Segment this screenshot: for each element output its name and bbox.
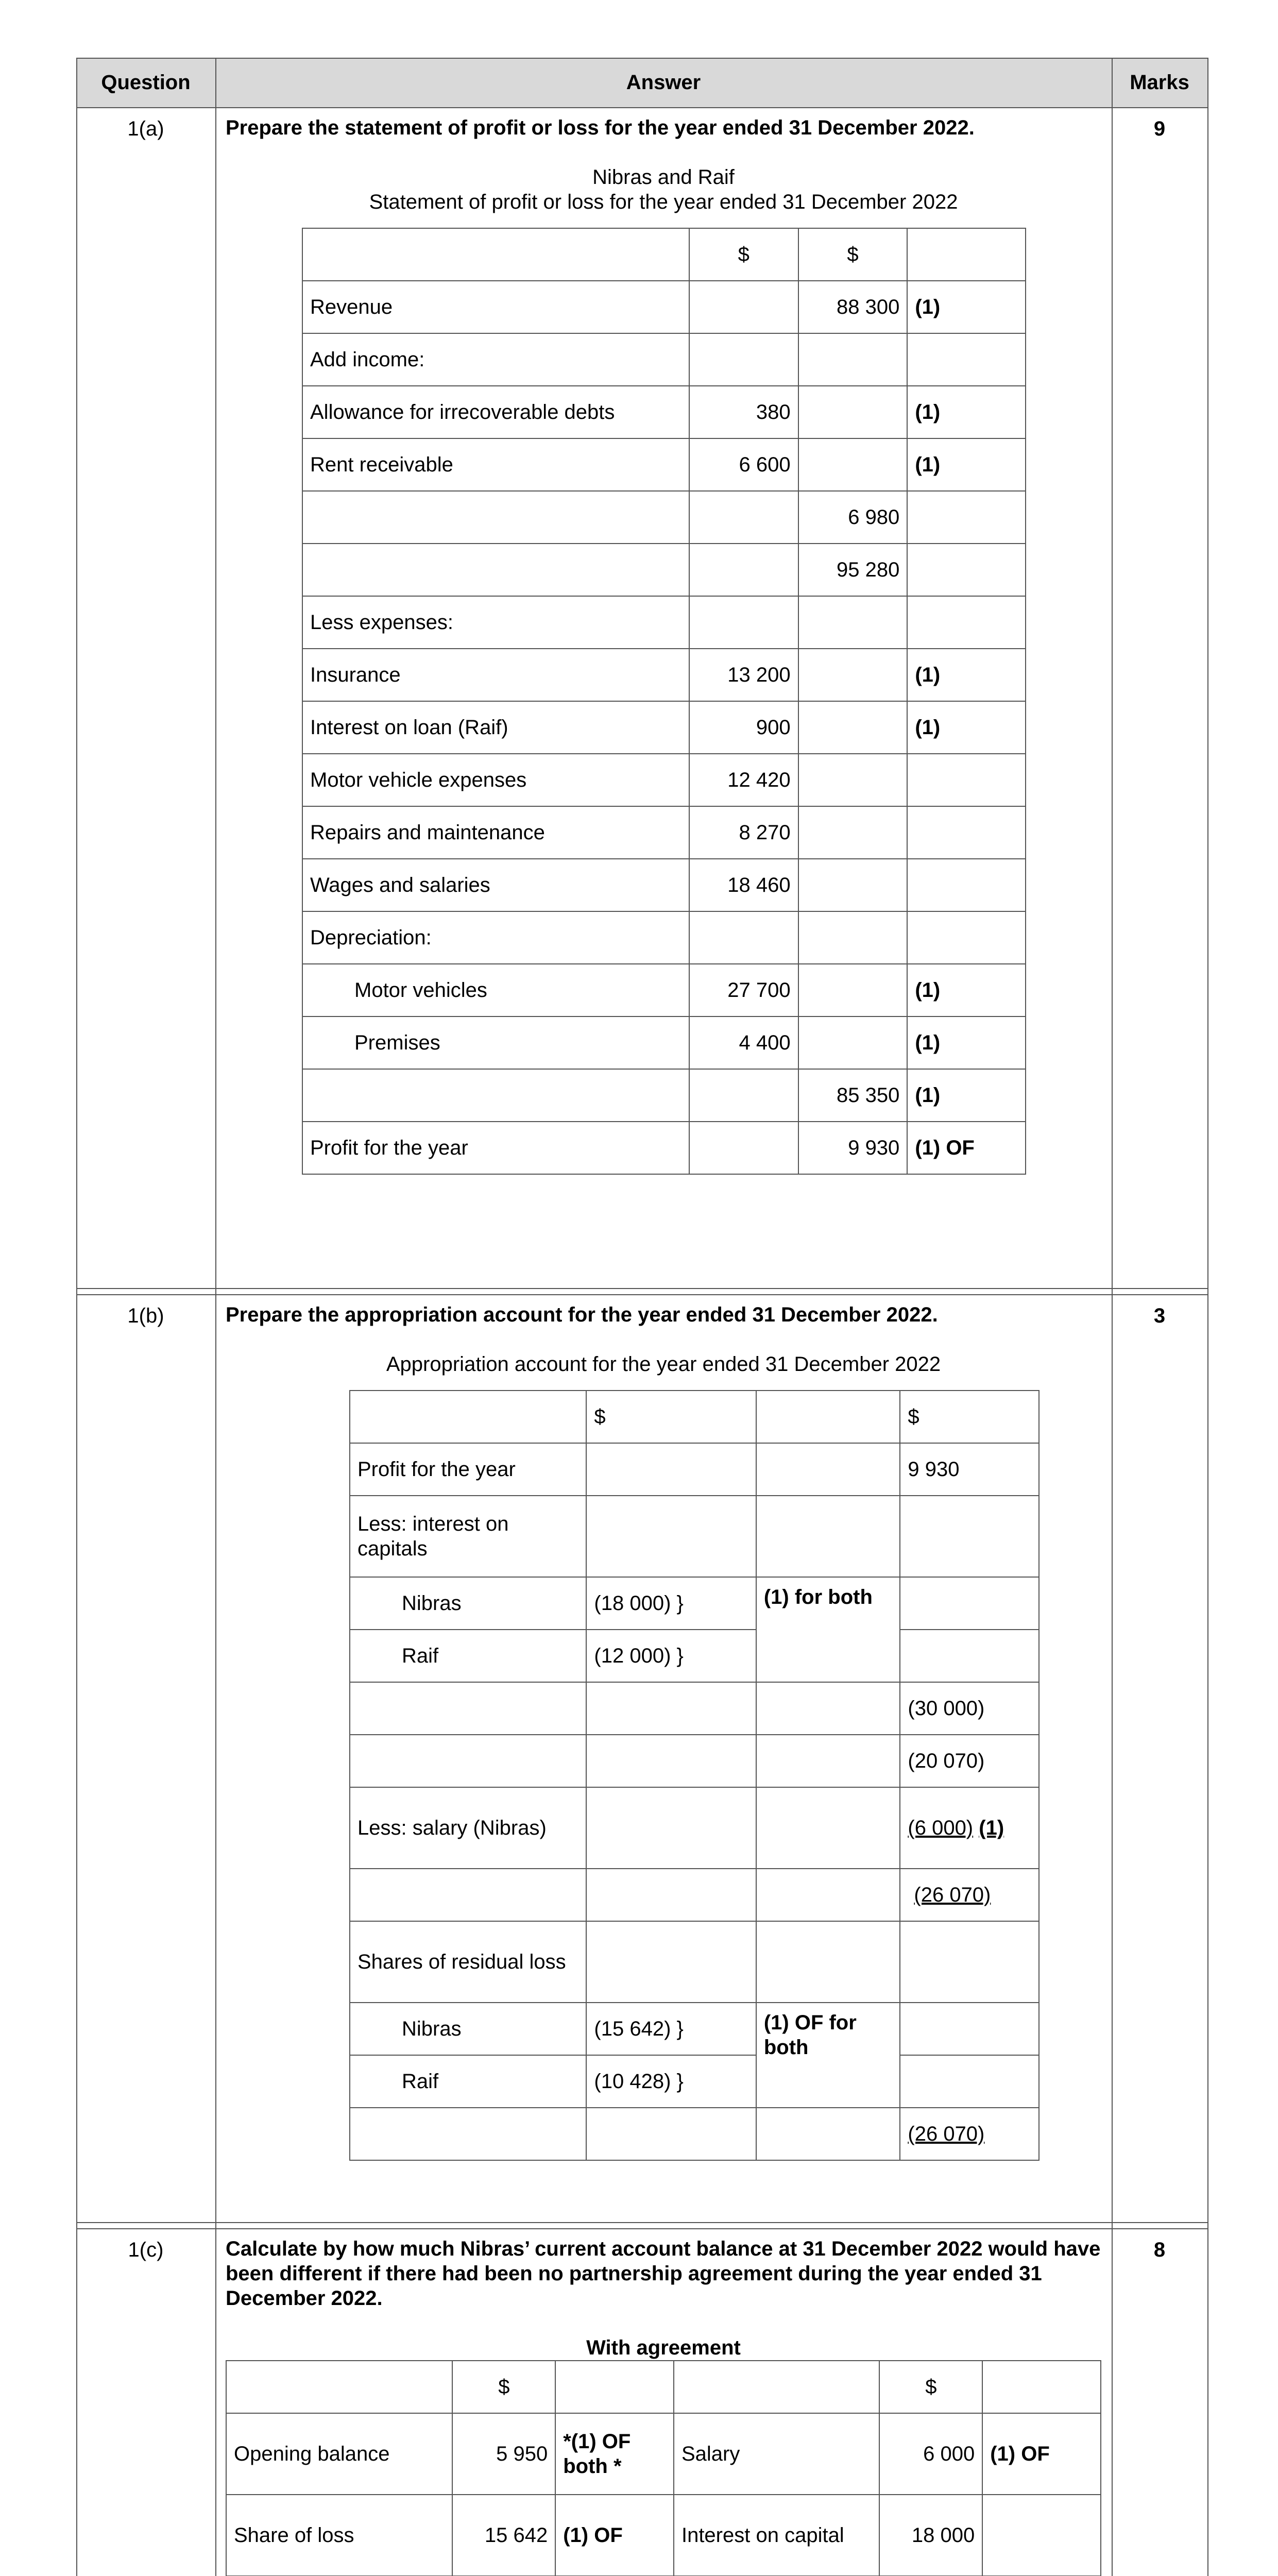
row-label: Less: interest on capitals	[350, 1496, 586, 1577]
row-value	[798, 911, 908, 964]
row-value: 13 200	[689, 649, 798, 701]
column-header: $	[798, 228, 908, 281]
row-label: Interest on loan (Raif)	[302, 701, 689, 754]
row-value: (12 000) }	[586, 1630, 756, 1682]
row-label: Nibras	[350, 1577, 586, 1630]
row-value: (15 642) }	[586, 2003, 756, 2055]
table-row	[302, 281, 1026, 333]
table-row	[350, 1443, 1039, 1496]
row-value	[689, 544, 798, 596]
column-header: $	[452, 2361, 555, 2413]
divider	[76, 107, 1207, 108]
question-prompt: Prepare the appropriation account for the year ended 31 December 2022.	[226, 1303, 938, 1326]
row-value	[798, 438, 908, 491]
row-mark: (1)	[979, 1817, 1004, 1839]
divider	[215, 58, 216, 2576]
question-1b-answer	[226, 1302, 1101, 2161]
question-number: 1(a)	[127, 117, 164, 140]
row-value: (10 428) }	[586, 2055, 756, 2108]
row-value	[689, 911, 798, 964]
row-mark	[907, 333, 1026, 386]
row-value	[798, 754, 908, 806]
appropriation-table	[349, 1390, 1040, 2161]
question-number: 1(c)	[128, 2239, 164, 2261]
row-mark: (1)	[907, 649, 1026, 701]
row-mark	[907, 859, 1026, 911]
table-row	[350, 1630, 1039, 1682]
table-row	[350, 1577, 1039, 1630]
row-label: Rent receivable	[302, 438, 689, 491]
row-mark	[907, 596, 1026, 649]
column-header: $	[900, 1391, 1039, 1443]
table-row	[226, 2413, 1101, 2495]
statement-subtitle: Statement of profit or loss for the year ended 31 December 2022	[369, 191, 958, 213]
table-row	[302, 228, 1026, 281]
table-row	[302, 438, 1026, 491]
table-row	[350, 1682, 1039, 1735]
row-mark: (1) OF	[907, 1122, 1026, 1174]
table-row	[302, 859, 1026, 911]
row-label: Motor vehicle expenses	[302, 754, 689, 806]
table-row	[302, 1122, 1026, 1174]
table-row	[302, 806, 1026, 859]
row-value: 85 350	[798, 1069, 908, 1122]
row-value: 88 300	[798, 281, 908, 333]
question-prompt: Calculate by how much Nibras’ current account balance at 31 December 2022 would have been different if there had been no partnership agreement during the year ended 31 December 2022.	[226, 2238, 1101, 2310]
row-mark: (1) for both	[756, 1577, 900, 1682]
row-label: Salary	[674, 2413, 879, 2495]
column-header: $	[879, 2361, 982, 2413]
row-label: Motor vehicles	[302, 964, 689, 1016]
profit-loss-table	[302, 228, 1026, 1175]
row-value: 4 400	[689, 1016, 798, 1069]
row-label: Repairs and maintenance	[302, 806, 689, 859]
appropriation-title: Appropriation account for the year ended 31 December 2022	[386, 1353, 941, 1376]
row-mark	[907, 491, 1026, 544]
table-row	[302, 1069, 1026, 1122]
table-row	[302, 1016, 1026, 1069]
statement-title: Nibras and Raif	[592, 166, 735, 189]
row-label	[302, 491, 689, 544]
after-salary-value: (26 070)	[914, 1884, 991, 1906]
row-label: Raif	[350, 1630, 586, 1682]
row-mark: (1)	[907, 1016, 1026, 1069]
row-value	[798, 701, 908, 754]
table-row	[302, 649, 1026, 701]
table-row	[350, 1869, 1039, 1921]
final-value: (26 070)	[908, 2123, 985, 2145]
row-value: 6 600	[689, 438, 798, 491]
divider	[76, 1288, 1207, 1295]
row-value	[900, 1787, 1039, 1869]
row-mark: (1)	[907, 964, 1026, 1016]
row-mark: (1)	[907, 701, 1026, 754]
row-mark: *(1) OF both *	[555, 2413, 674, 2495]
row-value	[689, 281, 798, 333]
question-1a-answer	[226, 115, 1101, 1175]
row-value	[798, 649, 908, 701]
row-value	[798, 1016, 908, 1069]
question-marks: 8	[1153, 2239, 1166, 2261]
table-row	[302, 701, 1026, 754]
row-mark: (1)	[907, 438, 1026, 491]
table-row	[302, 596, 1026, 649]
row-value	[689, 333, 798, 386]
row-value: 6 000	[879, 2413, 982, 2495]
header-answer: Answer	[626, 71, 701, 94]
row-label: Nibras	[350, 2003, 586, 2055]
row-label	[302, 544, 689, 596]
question-marks: 9	[1153, 117, 1166, 140]
row-value	[798, 806, 908, 859]
table-row	[302, 544, 1026, 596]
table-row	[302, 911, 1026, 964]
row-label: Revenue	[302, 281, 689, 333]
divider	[76, 2222, 1207, 2229]
table-row	[350, 1496, 1039, 1577]
row-mark: (1)	[907, 386, 1026, 438]
row-value: 27 700	[689, 964, 798, 1016]
row-value: 95 280	[798, 544, 908, 596]
row-mark: (1) OF for both	[756, 2003, 900, 2108]
row-value	[689, 491, 798, 544]
row-mark	[907, 806, 1026, 859]
table-row	[302, 754, 1026, 806]
row-mark	[907, 911, 1026, 964]
row-value	[798, 859, 908, 911]
row-label: Profit for the year	[302, 1122, 689, 1174]
row-value	[689, 596, 798, 649]
row-label: Profit for the year	[350, 1443, 586, 1496]
row-value: 5 950	[452, 2413, 555, 2495]
table-row	[350, 2003, 1039, 2055]
row-value: (18 000) }	[586, 1577, 756, 1630]
row-value	[900, 1869, 1039, 1921]
question-prompt: Prepare the statement of profit or loss for the year ended 31 December 2022.	[226, 116, 975, 139]
table-row	[226, 2495, 1101, 2576]
row-label	[302, 1069, 689, 1122]
row-label: Shares of residual loss	[350, 1921, 586, 2003]
row-value: 18 000	[879, 2495, 982, 2576]
table-row	[350, 1735, 1039, 1787]
question-1c-answer	[226, 2236, 1101, 2576]
row-value: (20 070)	[900, 1735, 1039, 1787]
row-value	[689, 1069, 798, 1122]
row-mark: (1) OF	[555, 2495, 674, 2576]
row-label: Add income:	[302, 333, 689, 386]
row-value: (30 000)	[900, 1682, 1039, 1735]
table-row	[350, 1787, 1039, 1869]
row-label: Interest on capital	[674, 2495, 879, 2576]
column-header: $	[586, 1391, 756, 1443]
row-label: Raif	[350, 2055, 586, 2108]
row-label: Allowance for irrecoverable debts	[302, 386, 689, 438]
table-row	[302, 333, 1026, 386]
row-value: 9 930	[798, 1122, 908, 1174]
row-label: Insurance	[302, 649, 689, 701]
row-value: 6 980	[798, 491, 908, 544]
row-mark: (1)	[907, 281, 1026, 333]
row-value: 15 642	[452, 2495, 555, 2576]
row-mark: (1) OF	[982, 2413, 1101, 2495]
question-marks: 3	[1153, 1304, 1166, 1327]
row-label: Less expenses:	[302, 596, 689, 649]
row-value	[798, 386, 908, 438]
row-value: 900	[689, 701, 798, 754]
row-value	[798, 964, 908, 1016]
row-value: 380	[689, 386, 798, 438]
mark-scheme-grid	[76, 58, 1207, 2576]
row-label: Opening balance	[226, 2413, 452, 2495]
table-row	[350, 2108, 1039, 2160]
salary-value: (6 000)	[908, 1817, 974, 1839]
row-label: Less: salary (Nibras)	[350, 1787, 586, 1869]
header-marks: Marks	[1130, 71, 1189, 94]
row-mark	[907, 544, 1026, 596]
row-value	[798, 333, 908, 386]
row-label: Share of loss	[226, 2495, 452, 2576]
row-mark: (1)	[907, 1069, 1026, 1122]
row-value	[798, 596, 908, 649]
table-row	[226, 2361, 1101, 2413]
with-agreement-title: With agreement	[586, 2336, 741, 2359]
table-row	[350, 1391, 1039, 1443]
column-header: $	[689, 228, 798, 281]
row-label: Premises	[302, 1016, 689, 1069]
table-row	[302, 386, 1026, 438]
table-row	[302, 964, 1026, 1016]
row-value: 9 930	[900, 1443, 1039, 1496]
profit-loss-rows	[302, 281, 1026, 1174]
table-row	[350, 1921, 1039, 2003]
row-mark	[907, 754, 1026, 806]
with-agreement-table	[226, 2360, 1101, 2576]
row-label: Wages and salaries	[302, 859, 689, 911]
table-row	[302, 491, 1026, 544]
divider	[1207, 58, 1208, 2576]
question-number: 1(b)	[127, 1304, 164, 1327]
row-value: 8 270	[689, 806, 798, 859]
row-value	[900, 2108, 1039, 2160]
row-value	[689, 1122, 798, 1174]
header-question: Question	[101, 71, 191, 94]
table-row	[350, 2055, 1039, 2108]
row-value: 12 420	[689, 754, 798, 806]
row-label: Depreciation:	[302, 911, 689, 964]
row-value: 18 460	[689, 859, 798, 911]
